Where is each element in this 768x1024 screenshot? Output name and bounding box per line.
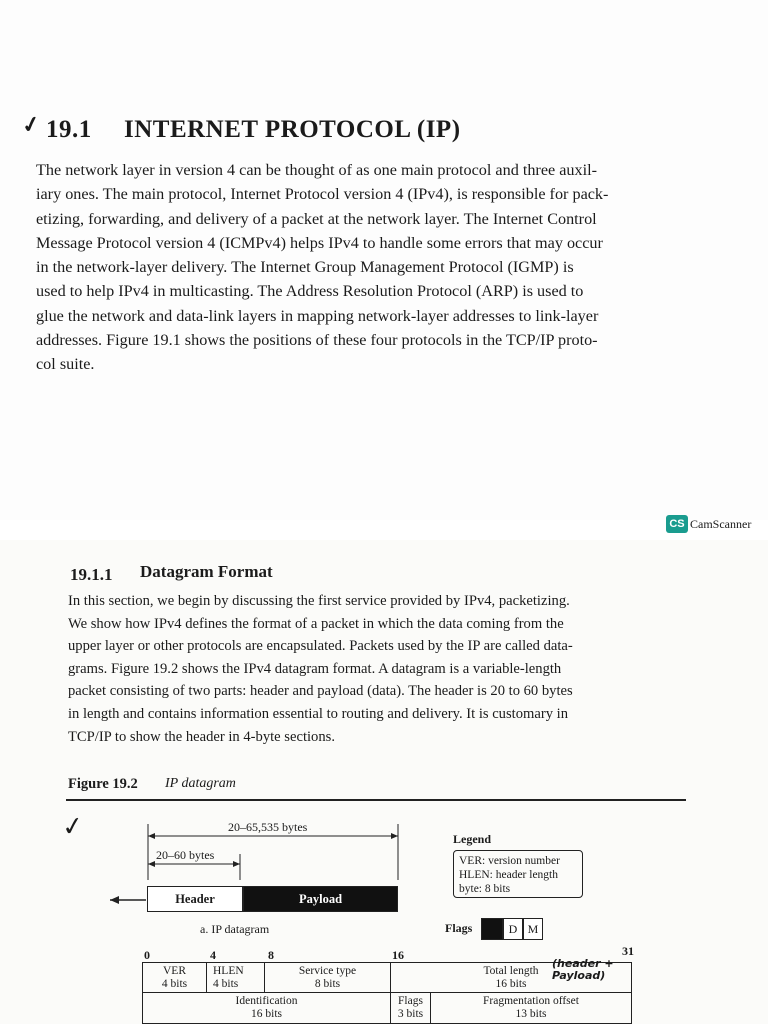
paragraph-line: We show how IPv4 defines the format of a packet in which the data coming from the xyxy=(68,615,564,632)
field-size: 3 bits xyxy=(397,1008,424,1020)
header-row-2 xyxy=(142,992,632,1024)
field-name: Fragmentation offset xyxy=(483,995,579,1007)
field-size: 4 bits xyxy=(161,978,188,990)
bit-mark: 16 xyxy=(392,948,404,962)
field-name: Service type xyxy=(298,965,357,977)
paragraph-line: in length and contains information essential to routing and delivery. It is customary in xyxy=(68,705,568,722)
paragraph-line: packet consisting of two parts: header and payload (data). The header is 20 to 60 bytes xyxy=(68,683,573,700)
legend-line: VER: version number xyxy=(459,855,560,867)
field-size: 4 bits xyxy=(213,978,239,990)
field-name: Identification xyxy=(235,995,298,1007)
bit-mark: 31 xyxy=(622,944,634,958)
legend-box xyxy=(453,850,583,898)
bit-mark: 4 xyxy=(210,948,216,962)
legend-title: Legend xyxy=(453,832,492,846)
paragraph-line: TCP/IP to show the header in 4-byte sections. xyxy=(68,728,335,745)
flags-label: Flags xyxy=(445,921,473,935)
payload-block xyxy=(243,886,398,912)
field-hlen xyxy=(207,963,265,993)
bit-mark: 8 xyxy=(268,948,274,962)
paragraph-line: upper layer or other protocols are encapsulated. Packets used by the IP are called data- xyxy=(68,638,573,655)
handwritten-check-mark: ✓ xyxy=(19,110,43,139)
paragraph-line: In this section, we begin by discussing the first service provided by IPv4, packetizing. xyxy=(68,593,570,609)
total-size-label: 20–65,535 bytes xyxy=(228,820,308,834)
header-size-label: 20–60 bytes xyxy=(156,848,215,862)
field-size: 8 bits xyxy=(314,978,341,990)
paragraph-line: iary ones. The main protocol, Internet Protocol version 4 (IPv4), is responsible for pack- xyxy=(36,185,609,204)
legend-line: byte: 8 bits xyxy=(459,883,511,895)
paragraph-line: The network layer in version 4 can be thought of as one main protocol and three auxil- xyxy=(36,161,597,179)
flag-d-bit: D xyxy=(503,918,523,940)
camscanner-logo-icon: CS xyxy=(666,515,688,533)
field-name: Flags xyxy=(398,995,423,1007)
field-ver xyxy=(143,963,207,993)
figure-caption-title: IP datagram xyxy=(165,776,236,791)
paragraph-line: in the network-layer delivery. The Internet Group Management Protocol (IGMP) is xyxy=(36,258,574,277)
legend-line: HLEN: header length xyxy=(459,869,558,881)
paragraph-line: etizing, forwarding, and delivery of a packet at the network layer. The Internet Control xyxy=(36,209,597,228)
header-block-label: Header xyxy=(175,892,215,906)
handwritten-check-mark: ✓ xyxy=(60,810,86,843)
payload-block-label: Payload xyxy=(298,892,343,906)
header-block xyxy=(147,886,243,912)
figure-caption-label: Figure 19.2 xyxy=(68,776,138,792)
flag-m-bit: M xyxy=(523,918,543,940)
subsection-paragraph xyxy=(68,590,696,748)
field-name: HLEN xyxy=(213,965,244,977)
paragraph-line: glue the network and data-link layers in mapping network-layer addresses to link-layer xyxy=(36,306,599,325)
field-size: 16 bits xyxy=(495,978,527,990)
field-size: 16 bits xyxy=(251,1008,282,1020)
section-title: INTERNET PROTOCOL (IP) xyxy=(124,116,461,143)
figure-rule xyxy=(66,799,686,801)
field-service-type xyxy=(265,963,391,993)
field-name: VER xyxy=(163,965,186,977)
field-identification xyxy=(143,993,391,1023)
field-fragmentation-offset xyxy=(431,993,631,1023)
field-name: Total length xyxy=(483,965,539,977)
section-number: 19.1 xyxy=(46,116,92,143)
datagram-subcaption: a. IP datagram xyxy=(200,922,270,936)
subsection-number: 19.1.1 xyxy=(70,565,113,584)
camscanner-label: CamScanner xyxy=(690,517,752,531)
section-paragraph xyxy=(36,158,744,377)
paragraph-line: addresses. Figure 19.1 shows the positions of these four protocols in the TCP/IP proto- xyxy=(36,331,598,350)
field-flags xyxy=(391,993,431,1023)
paragraph-line: Message Protocol version 4 (ICMPv4) helps IPv4 to handle some errors that may occur xyxy=(36,233,603,252)
subsection-title: Datagram Format xyxy=(140,562,273,581)
paragraph-line: used to help IPv4 in multicasting. The Address Resolution Protocol (ARP) is used to xyxy=(36,282,584,301)
flag-reserved-bit xyxy=(481,918,503,940)
handwritten-note: (header + Payload) xyxy=(552,957,614,982)
field-size: 13 bits xyxy=(515,1008,547,1020)
paragraph-line: grams. Figure 19.2 shows the IPv4 datagram format. A datagram is a variable-length xyxy=(68,660,562,677)
bit-mark: 0 xyxy=(144,948,150,962)
paragraph-line: col suite. xyxy=(36,355,95,374)
